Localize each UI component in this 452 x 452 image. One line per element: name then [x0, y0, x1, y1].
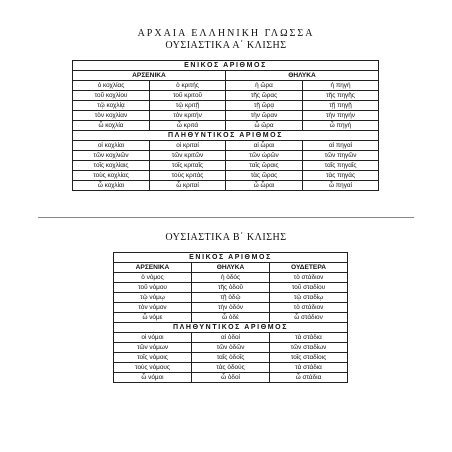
- table-cell: τὰς πηγάς: [303, 171, 379, 181]
- table-cell: τοὺς νόμους: [114, 363, 192, 373]
- table-cell: τῶν ὡρῶν: [226, 151, 303, 161]
- table-row: [73, 161, 379, 171]
- plural-header: ΠΛΗΘΥΝΤΙΚΟΣ ΑΡΙΘΜΟΣ: [114, 323, 348, 333]
- table-cell: ὦ νόμοι: [114, 373, 192, 383]
- second-declension-body: [114, 253, 348, 383]
- page-title: ΑΡΧΑΙΑ ΕΛΛΗΝΙΚΗ ΓΛΩΣΣΑ: [137, 28, 315, 39]
- table-cell: ἡ πηγή: [303, 81, 379, 91]
- table-row: [73, 81, 379, 91]
- table-cell: τοῦ νόμου: [114, 283, 192, 293]
- first-declension-table: [72, 60, 379, 191]
- plural-header: ΠΛΗΘΥΝΤΙΚΟΣ ΑΡΙΘΜΟΣ: [73, 131, 379, 141]
- table-cell: ὦ ὥρα: [226, 121, 303, 131]
- table-cell: αἱ πηγαί: [303, 141, 379, 151]
- table-cell: ὦ ὧραι: [226, 181, 303, 191]
- singular-header: ΕΝΙΚΟΣ ΑΡΙΘΜΟΣ: [73, 61, 379, 71]
- table-cell: ταῖς πηγαῖς: [303, 161, 379, 171]
- section-b-title: ΟΥΣΙΑΣΤΙΚΑ Β΄ ΚΛΙΣΗΣ: [165, 232, 287, 243]
- table-row: [73, 91, 379, 101]
- table-cell: τοῦ κριτοῦ: [150, 91, 226, 101]
- table-cell: τῷ νόμῳ: [114, 293, 192, 303]
- table-row: [114, 283, 348, 293]
- table-cell: τοὺς κοχλίας: [73, 171, 150, 181]
- feminine-column-header: ΘΗΛΥΚΑ: [192, 263, 270, 273]
- table-cell: ὦ νόμε: [114, 313, 192, 323]
- table-cell: τοῖς κοχλίαις: [73, 161, 150, 171]
- table-row: [114, 333, 348, 343]
- neuter-column-header: ΟΥΔΕΤΕΡΑ: [270, 263, 348, 273]
- table-cell: τῆς ὁδοῦ: [192, 283, 270, 293]
- table-cell: τὸ στάδιον: [270, 303, 348, 313]
- table-row: [114, 353, 348, 363]
- table-row: [114, 343, 348, 353]
- table-cell: ὦ κοχλία: [73, 121, 150, 131]
- table-cell: αἱ ὧραι: [226, 141, 303, 151]
- table-cell: οἱ κοχλίαι: [73, 141, 150, 151]
- table-cell: τοὺς κριτάς: [150, 171, 226, 181]
- table-cell: τοῖς σταδίοις: [270, 353, 348, 363]
- table-cell: ὁ κριτής: [150, 81, 226, 91]
- table-cell: οἱ κριταί: [150, 141, 226, 151]
- table-cell: τῶν πηγῶν: [303, 151, 379, 161]
- table-header-row: [114, 253, 348, 263]
- table-row: [73, 181, 379, 191]
- table-cell: τῶν σταδίων: [270, 343, 348, 353]
- masculine-column-header: ΑΡΣΕΝΙΚΑ: [73, 71, 226, 81]
- table-cell: τὰς ὥρας: [226, 171, 303, 181]
- table-row: [73, 121, 379, 131]
- table-cell: τῇ ὁδῷ: [192, 293, 270, 303]
- table-cell: ὁ νόμος: [114, 273, 192, 283]
- table-cell: τῆς ὥρας: [226, 91, 303, 101]
- table-header-row: [73, 131, 379, 141]
- table-cell: τῶν κριτῶν: [150, 151, 226, 161]
- table-cell: τῷ κριτῇ: [150, 101, 226, 111]
- table-row: [114, 293, 348, 303]
- table-row: [73, 141, 379, 151]
- table-cell: τὸν κριτήν: [150, 111, 226, 121]
- table-row: [114, 273, 348, 283]
- table-cell: τὸ στάδιον: [270, 273, 348, 283]
- table-cell: τῶν κοχλιῶν: [73, 151, 150, 161]
- table-cell: τὸν νόμον: [114, 303, 192, 313]
- table-cell: ὦ κριταί: [150, 181, 226, 191]
- table-cell: ὁ κοχλίας: [73, 81, 150, 91]
- table-cell: τῷ κοχλίᾳ: [73, 101, 150, 111]
- table-cell: τῶν νόμων: [114, 343, 192, 353]
- feminine-column-header: ΘΗΛΥΚΑ: [226, 71, 379, 81]
- masculine-column-header: ΑΡΣΕΝΙΚΑ: [114, 263, 192, 273]
- table-cell: ὦ ὁδέ: [192, 313, 270, 323]
- table-row: [73, 101, 379, 111]
- table-row: [114, 373, 348, 383]
- table-cell: τὴν ὁδόν: [192, 303, 270, 313]
- table-header-row: [114, 323, 348, 333]
- table-cell: ὦ στάδιον: [270, 313, 348, 323]
- table-row: [73, 171, 379, 181]
- table-cell: ταῖς ὥραις: [226, 161, 303, 171]
- table-cell: ὦ κριτά: [150, 121, 226, 131]
- table-cell: τὰ στάδια: [270, 333, 348, 343]
- table-row: [73, 111, 379, 121]
- table-row: [73, 151, 379, 161]
- section-a-title: ΟΥΣΙΑΣΤΙΚΑ Α΄ ΚΛΙΣΗΣ: [165, 40, 287, 51]
- table-cell: τὴν πηγήν: [303, 111, 379, 121]
- table-cell: τῇ ὥρᾳ: [226, 101, 303, 111]
- column-header-row: [114, 263, 348, 273]
- table-cell: ὦ κοχλίαι: [73, 181, 150, 191]
- table-cell: τοῖς νόμοις: [114, 353, 192, 363]
- table-cell: ὦ πηγαί: [303, 181, 379, 191]
- table-cell: ὦ ὁδοί: [192, 373, 270, 383]
- column-header-row: [73, 71, 379, 81]
- table-cell: τῷ σταδίῳ: [270, 293, 348, 303]
- table-cell: ὦ στάδια: [270, 373, 348, 383]
- table-cell: τὰς ὁδούς: [192, 363, 270, 373]
- table-cell: τὰ στάδια: [270, 363, 348, 373]
- table-cell: ταῖς ὁδοῖς: [192, 353, 270, 363]
- table-cell: ἡ ὁδός: [192, 273, 270, 283]
- table-row: [114, 363, 348, 373]
- table-cell: ἡ ὥρα: [226, 81, 303, 91]
- first-declension-body: [73, 61, 379, 191]
- table-cell: τὴν ὥραν: [226, 111, 303, 121]
- table-row: [114, 313, 348, 323]
- table-cell: τῶν ὁδῶν: [192, 343, 270, 353]
- second-declension-table: [113, 252, 348, 383]
- table-cell: τὸν κοχλίαν: [73, 111, 150, 121]
- table-cell: τῇ πηγῇ: [303, 101, 379, 111]
- table-cell: οἱ νόμοι: [114, 333, 192, 343]
- table-cell: ὦ πηγή: [303, 121, 379, 131]
- section-divider: [38, 217, 414, 218]
- table-cell: τοῖς κριταῖς: [150, 161, 226, 171]
- table-row: [114, 303, 348, 313]
- table-cell: αἱ ὁδοί: [192, 333, 270, 343]
- table-cell: τοῦ κοχλίου: [73, 91, 150, 101]
- singular-header: ΕΝΙΚΟΣ ΑΡΙΘΜΟΣ: [114, 253, 348, 263]
- table-cell: τοῦ σταδίου: [270, 283, 348, 293]
- table-cell: τῆς πηγῆς: [303, 91, 379, 101]
- table-header-row: [73, 61, 379, 71]
